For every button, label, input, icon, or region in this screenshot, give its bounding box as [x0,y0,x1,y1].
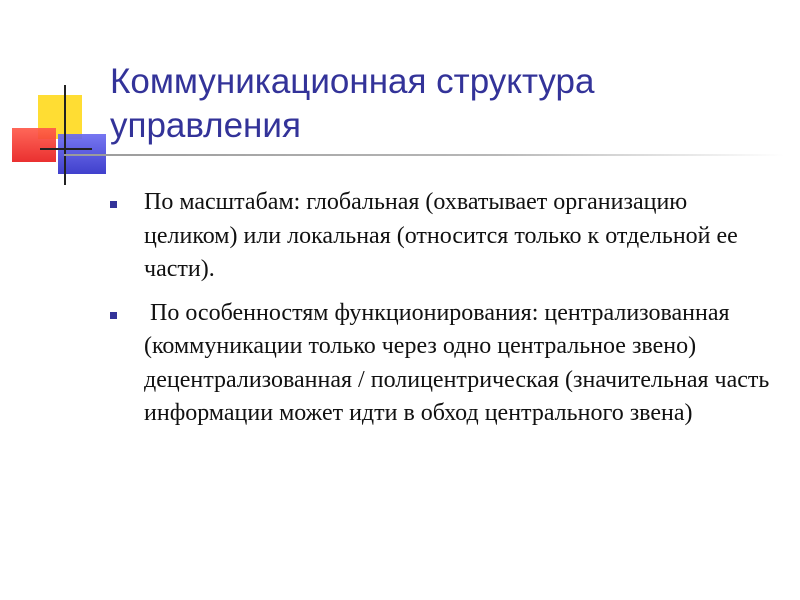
bullet-list [104,186,784,441]
square-bullet-icon [110,312,117,319]
title-underline [64,154,784,156]
bullet-item [104,186,784,287]
decorative-horizontal-line [40,148,92,150]
slide-title: Коммуникационная структура управления [110,62,595,145]
square-bullet-icon [110,201,117,208]
bullet-item [104,297,784,431]
bullet-text: По масштабам: глобальная (охватывает организацию целиком) или локальная (относится только к отдельной ее части). [144,189,738,282]
decorative-vertical-line [64,85,66,185]
decorative-red-square [12,128,56,162]
bullet-text: По особенностям функционирования: централизованная (коммуникации только через одно центральное звено) децентрализованная / полицентрическая (значительная часть информации может идти в обход центрального звена) [144,299,776,426]
